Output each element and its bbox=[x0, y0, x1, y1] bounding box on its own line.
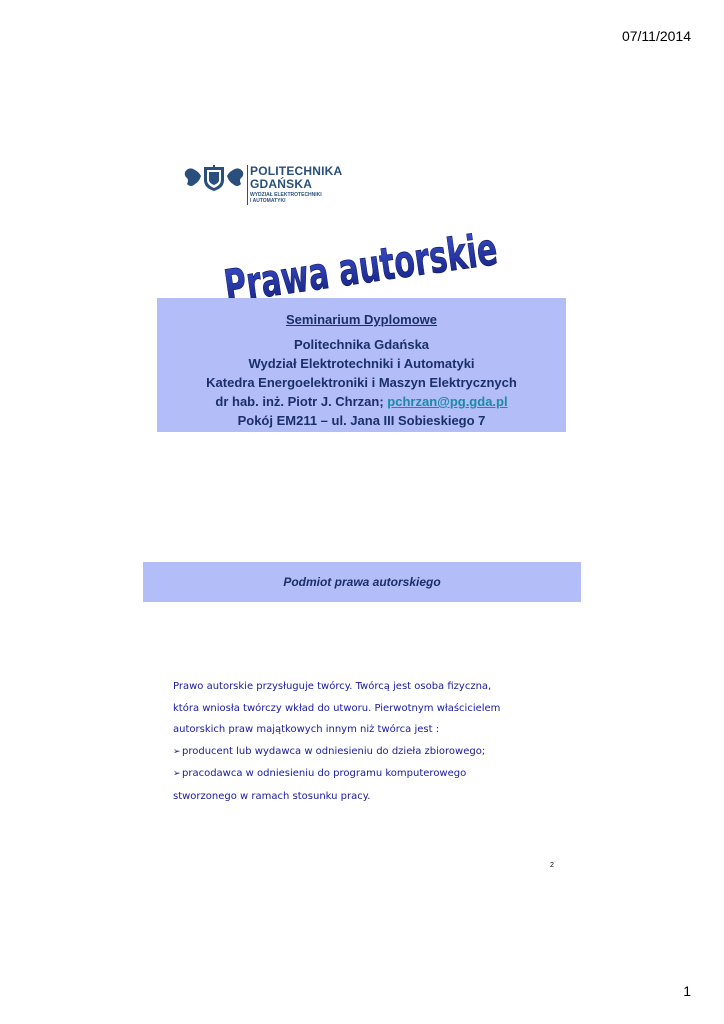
room-address: Pokój EM211 – ul. Jana III Sobieskiego 7 bbox=[237, 413, 486, 428]
page-number: 1 bbox=[683, 983, 691, 999]
university-name: Politechnika Gdańska bbox=[293, 337, 430, 352]
logo-subtitle-line2: I AUTOMATYKI bbox=[250, 198, 286, 204]
university-logo bbox=[183, 160, 343, 208]
logo-subtitle-line1: WYDZIAŁ ELEKTROTECHNIKI bbox=[250, 192, 322, 198]
bullet-continuation: stworzonego w ramach stosunku pracy. bbox=[173, 790, 371, 802]
paragraph-line: autorskich praw majątkowych innym niż twórca jest : bbox=[173, 724, 440, 735]
bullet-item bbox=[173, 741, 563, 764]
slide-number: 2 bbox=[550, 862, 554, 869]
seminar-heading: Seminarium Dyplomowe bbox=[286, 312, 437, 327]
bullet-text: producent lub wydawca w odniesieniu do dzieła zbiorowego; bbox=[182, 745, 486, 757]
email-link[interactable]: pchrzan@pg.gda.pl bbox=[387, 394, 508, 409]
author-line bbox=[157, 392, 566, 411]
bullet-item bbox=[173, 763, 563, 786]
body-paragraph bbox=[173, 676, 563, 807]
faculty-name: Wydział Elektrotechniki i Automatyki bbox=[248, 356, 475, 371]
section-heading-box bbox=[143, 562, 581, 602]
section-heading: Podmiot prawa autorskiego bbox=[283, 575, 441, 589]
author-name: dr hab. inż. Piotr J. Chrzan; bbox=[215, 394, 388, 409]
title-wordart bbox=[218, 211, 592, 314]
university-crest-icon bbox=[183, 162, 245, 192]
slide-title bbox=[218, 211, 592, 314]
arrow-bullet-icon: ➢ bbox=[173, 769, 181, 779]
seminar-info-box bbox=[157, 298, 566, 432]
department-name: Katedra Energoelektroniki i Maszyn Elektrycznych bbox=[206, 375, 517, 390]
logo-name-line1: POLITECHNIKA bbox=[250, 164, 343, 178]
paragraph-line: która wniosła twórczy wkład do utworu. Pierwotnym właścicielem bbox=[173, 702, 501, 714]
logo-divider bbox=[247, 165, 248, 205]
paragraph-line: Prawo autorskie przysługuje twórcy. Twórcą jest osoba fizyczna, bbox=[173, 681, 492, 692]
logo-name-line2: GDAŃSKA bbox=[250, 177, 313, 191]
arrow-bullet-icon: ➢ bbox=[173, 746, 181, 757]
slide-title-text: Prawa autorskie bbox=[221, 211, 592, 314]
bullet-text: pracodawca w odniesieniu do programu komputerowego bbox=[182, 768, 467, 779]
date-header: 07/11/2014 bbox=[621, 28, 691, 44]
